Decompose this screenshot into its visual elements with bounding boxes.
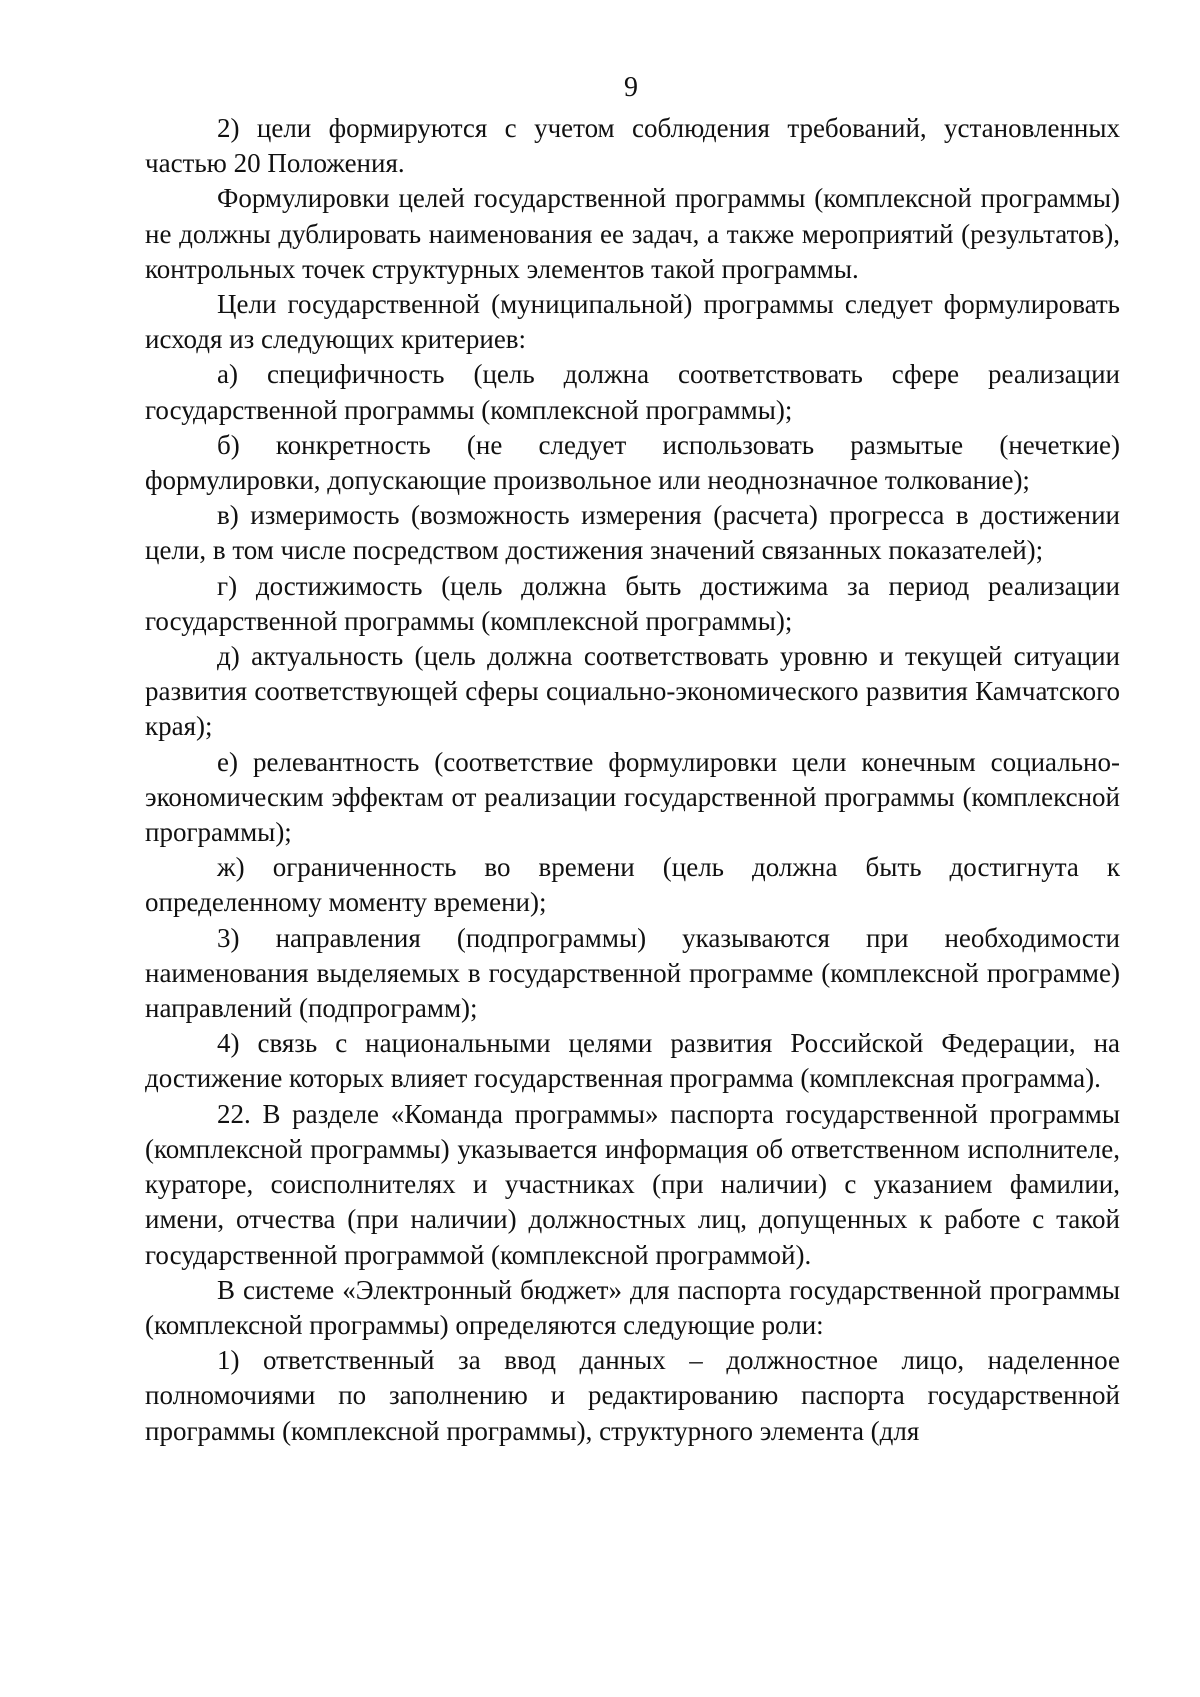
paragraph-data-entry-role: 1) ответственный за ввод данных – должностное лицо, наделенное полномочиями по заполнению и редактированию паспорта государственной программы (комплексной программы), структурного элемента (для — [145, 1345, 1120, 1446]
paragraph-electronic-budget-roles: В системе «Электронный бюджет» для паспорта государственной программы (комплексной программы) определяются следующие роли: — [145, 1274, 1120, 1340]
document-body — [145, 111, 1120, 1449]
paragraph-criterion-relevance-current: д) актуальность (цель должна соответствовать уровню и текущей ситуации развития соответствующей сферы социально-экономического развития Камчатского края); — [145, 641, 1120, 742]
paragraph-national-goals: 4) связь с национальными целями развития Российской Федерации, на достижение которых влияет государственная программа (комплексная программа). — [145, 1028, 1120, 1094]
paragraph-criterion-achievability: г) достижимость (цель должна быть достижима за период реализации государственной программы (комплексной программы); — [145, 570, 1120, 636]
paragraph-goal-wording: Формулировки целей государственной программы (комплексной программы) не должны дублировать наименования ее задач, а также мероприятий (результатов), контрольных точек структурных элементов такой программы. — [145, 183, 1120, 284]
page-number: 9 — [624, 72, 638, 103]
paragraph-criterion-relevance: е) релевантность (соответствие формулировки цели конечным социально-экономическим эффектам от реализации государственной программы (комплексной программы); — [145, 746, 1120, 848]
paragraph-goals-formation: 2) цели формируются с учетом соблюдения требований, установленных частью 20 Положения. — [145, 113, 1120, 179]
paragraph-criterion-time-bound: ж) ограниченность во времени (цель должна быть достигнута к определенному моменту времени); — [145, 852, 1120, 918]
paragraph-directions: 3) направления (подпрограммы) указываются при необходимости наименования выделяемых в государственной программе (комплексной программе) направлений (подпрограмм); — [145, 922, 1120, 1024]
paragraph-program-team: 22. В разделе «Команда программы» паспорта государственной программы (комплексной программы) указывается информация об ответственном исполнителе, кураторе, соисполнителях и участниках (при наличии) с указанием фамилии, имени, отчества (при наличии) должностных лиц, допущенных к работе с такой государственной программой (комплексной программой). — [145, 1098, 1120, 1270]
paragraph-criterion-specificity: а) специфичность (цель должна соответствовать сфере реализации государственной программы (комплексной программы); — [145, 359, 1120, 425]
paragraph-criterion-concreteness: б) конкретность (не следует использовать размытые (нечеткие) формулировки, допускающие произвольное или неоднозначное толкование); — [145, 429, 1120, 496]
paragraph-goal-criteria: Цели государственной (муниципальной) программы следует формулировать исходя из следующих критериев: — [145, 289, 1120, 355]
paragraph-criterion-measurability: в) измеримость (возможность измерения (расчета) прогресса в достижении цели, в том числе посредством достижения значений связанных показателей); — [145, 500, 1120, 566]
